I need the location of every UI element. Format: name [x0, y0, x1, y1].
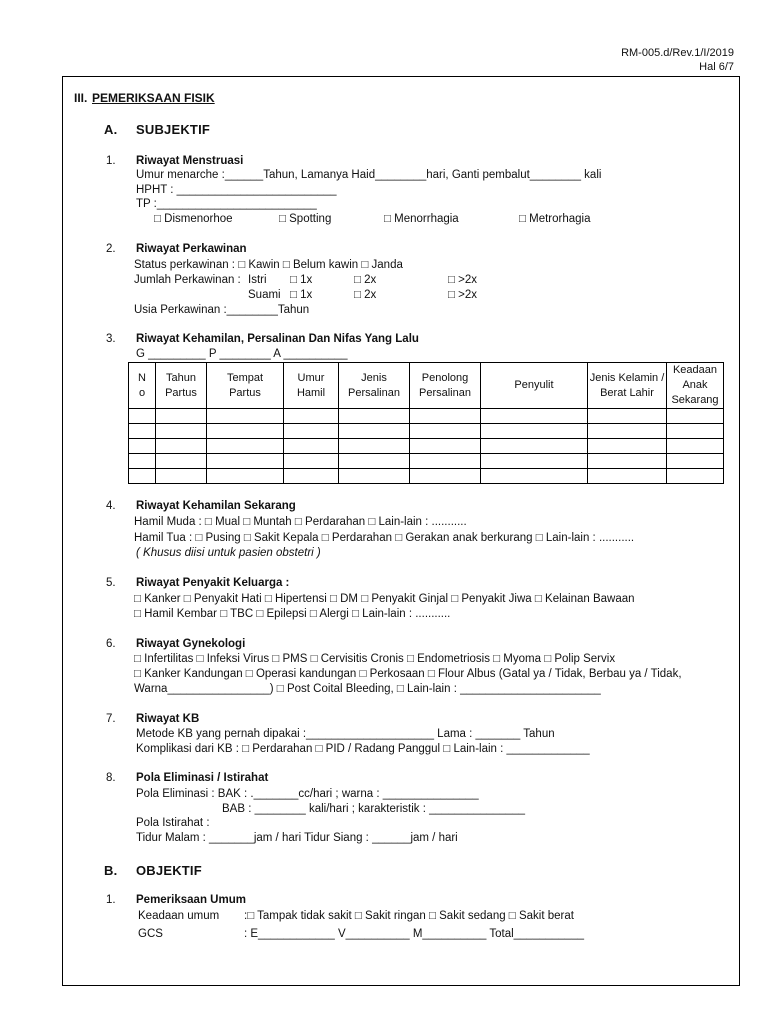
- col-tempat-partus: Tempat Partus: [207, 363, 284, 409]
- item-number: 4.: [106, 500, 116, 512]
- penyakit-keluarga-title: Riwayat Penyakit Keluarga :: [136, 577, 290, 589]
- gynekologi-options-2[interactable]: □ Kanker Kandungan □ Operasi kandungan □ Perkosaan □ Flour Albus (Gatal ya / Tidak, Berbau ya / Tidak,: [134, 668, 682, 680]
- gynekologi-options-3[interactable]: Warna________________) □ Post Coital Bleeding, □ Lain-lain : ______________________: [134, 683, 601, 695]
- eliminasi-title: Pola Eliminasi / Istirahat: [136, 772, 269, 784]
- col-no: N o: [129, 363, 156, 409]
- table-row[interactable]: [129, 469, 724, 484]
- status-perkawinan-options[interactable]: Status perkawinan : □ Kawin □ Belum kawin □ Janda: [134, 259, 403, 271]
- page-number: Hal 6/7: [699, 61, 734, 73]
- item-number: 7.: [106, 713, 116, 725]
- table-row[interactable]: [129, 454, 724, 469]
- gynekologi-options-1[interactable]: □ Infertilitas □ Infeksi Virus □ PMS □ Cervisitis Cronis □ Endometriosis □ Myoma □ Polip Servix: [134, 653, 616, 665]
- table-header-row: [129, 363, 724, 409]
- komplikasi-kb-options[interactable]: Komplikasi dari KB : □ Perdarahan □ PID / Radang Panggul □ Lain-lain : _____________: [136, 743, 590, 755]
- jumlah-perkawinan-label: Jumlah Perkawinan :: [134, 274, 241, 286]
- kehamilan-lalu-title: Riwayat Kehamilan, Persalinan Dan Nifas Yang Lalu: [136, 333, 419, 345]
- col-tahun-partus: Tahun Partus: [156, 363, 207, 409]
- section-title: PEMERIKSAAN FISIK: [92, 91, 215, 105]
- section-number: III.: [74, 91, 88, 105]
- keadaan-umum-label: Keadaan umum: [138, 910, 220, 922]
- suami-more-checkbox[interactable]: □ >2x: [448, 289, 478, 301]
- spotting-checkbox[interactable]: □ Spotting: [279, 213, 332, 225]
- bak-field[interactable]: Pola Eliminasi : BAK : ._______cc/hari ; warna : _______________: [136, 788, 479, 800]
- metode-kb-field[interactable]: Metode KB yang pernah dipakai :____________________ Lama : _______ Tahun: [136, 728, 555, 740]
- suami-2x-checkbox[interactable]: □ 2x: [354, 289, 377, 301]
- table-row[interactable]: [129, 409, 724, 424]
- penyakit-keluarga-options-1[interactable]: □ Kanker □ Penyakit Hati □ Hipertensi □ DM □ Penyakit Ginjal □ Penyakit Jiwa □ Kelainan Bawaan: [134, 593, 635, 605]
- item-number: 2.: [106, 243, 116, 255]
- item-number: 1.: [106, 894, 116, 906]
- metrorhagia-checkbox[interactable]: □ Metrorhagia: [519, 213, 591, 225]
- col-umur-hamil: Umur Hamil: [284, 363, 339, 409]
- kehamilan-sekarang-title: Riwayat Kehamilan Sekarang: [136, 500, 296, 512]
- gcs-label: GCS: [138, 928, 163, 940]
- col-jenis-persalinan: Jenis Persalinan: [339, 363, 410, 409]
- item-number: 3.: [106, 333, 116, 345]
- obstetric-history-table: [128, 362, 724, 484]
- hamil-tua-options[interactable]: Hamil Tua : □ Pusing □ Sakit Kepala □ Perdarahan □ Gerakan anak berkurang □ Lain-lain : ...........: [134, 532, 635, 544]
- istri-2x-checkbox[interactable]: □ 2x: [354, 274, 377, 286]
- istri-label: Istri: [248, 274, 267, 286]
- gynekologi-title: Riwayat Gynekologi: [136, 638, 246, 650]
- dismenorhoe-checkbox[interactable]: □ Dismenorhoe: [154, 213, 233, 225]
- objektif-heading: OBJEKTIF: [136, 863, 202, 878]
- penyakit-keluarga-options-2[interactable]: □ Hamil Kembar □ TBC □ Epilepsi □ Alergi □ Lain-lain : ...........: [134, 608, 451, 620]
- item-number: 6.: [106, 638, 116, 650]
- tidur-field[interactable]: Tidur Malam : _______jam / hari Tidur Siang : ______jam / hari: [136, 832, 458, 844]
- pemeriksaan-umum-title: Pemeriksaan Umum: [136, 894, 246, 906]
- obstetri-note: ( Khusus diisi untuk pasien obstetri ): [136, 547, 321, 559]
- subjektif-heading: SUBJEKTIF: [136, 122, 211, 137]
- document-code: RM-005.d/Rev.1/I/2019: [621, 47, 734, 59]
- col-keadaan-anak: Keadaan Anak Sekarang: [667, 363, 724, 409]
- istri-1x-checkbox[interactable]: □ 1x: [290, 274, 313, 286]
- keadaan-umum-options[interactable]: :□ Tampak tidak sakit □ Sakit ringan □ Sakit sedang □ Sakit berat: [244, 910, 574, 922]
- subjektif-letter: A.: [104, 122, 118, 137]
- item-number: 5.: [106, 577, 116, 589]
- table-row[interactable]: [129, 424, 724, 439]
- objektif-letter: B.: [104, 863, 118, 878]
- menorrhagia-checkbox[interactable]: □ Menorrhagia: [384, 213, 459, 225]
- kb-title: Riwayat KB: [136, 713, 200, 725]
- istri-more-checkbox[interactable]: □ >2x: [448, 274, 478, 286]
- bab-field[interactable]: BAB : ________ kali/hari ; karakteristik : _______________: [222, 803, 526, 815]
- menstruasi-title: Riwayat Menstruasi: [136, 155, 244, 167]
- suami-1x-checkbox[interactable]: □ 1x: [290, 289, 313, 301]
- menarche-line[interactable]: Umur menarche :______Tahun, Lamanya Haid________hari, Ganti pembalut________ kali: [136, 169, 602, 181]
- item-number: 1.: [106, 155, 116, 167]
- col-penolong-persalinan: Penolong Persalinan: [410, 363, 481, 409]
- hamil-muda-options[interactable]: Hamil Muda : □ Mual □ Muntah □ Perdarahan □ Lain-lain : ...........: [134, 516, 467, 528]
- gpa-field[interactable]: G _________ P ________ A __________: [136, 348, 348, 360]
- col-penyulit: Penyulit: [481, 363, 588, 409]
- table-row[interactable]: [129, 439, 724, 454]
- hpht-field[interactable]: HPHT : _________________________: [136, 184, 337, 196]
- perkawinan-title: Riwayat Perkawinan: [136, 243, 247, 255]
- item-number: 8.: [106, 772, 116, 784]
- usia-perkawinan-field[interactable]: Usia Perkawinan :________Tahun: [134, 304, 310, 316]
- suami-label: Suami: [248, 289, 281, 301]
- tp-field[interactable]: TP :_________________________: [136, 198, 317, 210]
- gcs-fields[interactable]: : E____________ V__________ M__________ Total___________: [244, 928, 584, 940]
- istirahat-label: Pola Istirahat :: [136, 817, 210, 829]
- col-jenis-kelamin: Jenis Kelamin / Berat Lahir: [588, 363, 667, 409]
